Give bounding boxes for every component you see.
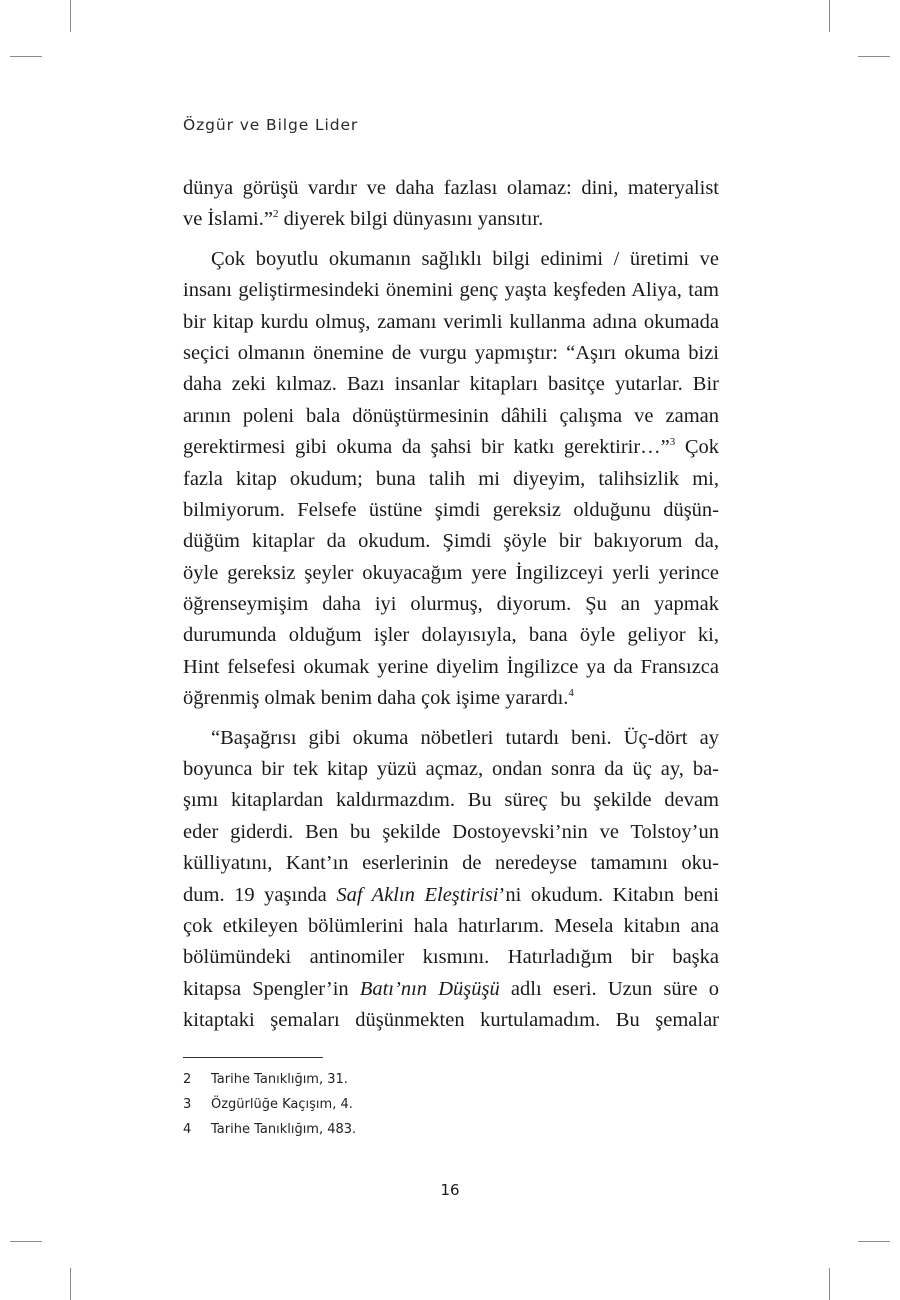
text-line: Çok boyutlu okumanın sağlıklı bilgi edinimi / üretimi ve — [211, 247, 719, 270]
footnote-ref[interactable]: 3 — [669, 436, 676, 449]
text-span: öğrenmiş olmak benim daha çok işime yarardı. — [183, 687, 569, 710]
text-line: kitaptaki şemaları düşünmekten kurtulamadım. Bu şemalar — [183, 1009, 719, 1032]
text-line: boyunca bir tek kitap yüzü açmaz, ondan sonra da üç ay, ba- — [183, 758, 719, 781]
text-span: adlı eseri. Uzun süre o — [499, 977, 720, 1000]
text-line: bir kitap kurdu olmuş, zamanı verimli kullanma adına okumada — [183, 310, 719, 333]
footnote-text: Tarihe Tanıklığım, 483. — [211, 1122, 357, 1137]
body-text — [183, 173, 719, 1037]
crop-mark — [829, 0, 830, 32]
footnote-number: 3 — [183, 1097, 192, 1112]
paragraph — [183, 173, 719, 236]
crop-mark — [10, 1241, 42, 1242]
text-line: külliyatını, Kant’ın eserlerinin de neredeyse tamamını oku- — [183, 852, 719, 875]
running-head: Özgür ve Bilge Lider — [183, 116, 359, 134]
text-span: gerektirmesi gibi okuma da şahsi bir katkı gerektirir…” — [183, 436, 670, 459]
text-line: seçici olmanın önemine de vurgu yapmıştır: “Aşırı okuma bizi — [183, 341, 719, 364]
footnote-text: Tarihe Tanıklığım, 31. — [211, 1072, 348, 1087]
text-line — [183, 432, 719, 463]
text-line: Hint felsefesi okumak yerine diyelim İngilizce ya da Fransızca — [183, 655, 719, 678]
text-line: bilmiyorum. Felsefe üstüne şimdi gereksiz olduğunu düşün- — [183, 498, 719, 521]
text-span: dum. 19 yaşında — [183, 883, 337, 906]
footnote-ref[interactable]: 4 — [568, 687, 574, 700]
footnote-number: 2 — [183, 1072, 192, 1087]
footnotes — [183, 1067, 356, 1142]
footnote — [183, 1067, 356, 1092]
footnote-text: Özgürlüğe Kaçışım, 4. — [211, 1097, 353, 1112]
text-span: ’ni okudum. Kitabın beni — [498, 883, 719, 906]
footnote — [183, 1092, 356, 1117]
text-line: şımı kitaplardan kaldırmazdım. Bu süreç bu şekilde devam — [183, 789, 719, 812]
text-line: dünya görüşü vardır ve daha fazlası olamaz: dini, materyalist — [183, 177, 719, 199]
text-line — [183, 880, 719, 911]
paragraph — [183, 723, 719, 1037]
crop-mark — [10, 56, 42, 57]
crop-mark — [858, 56, 890, 57]
text-span: kitapsa Spengler’in — [183, 977, 360, 1000]
text-line — [183, 683, 719, 714]
footnote — [183, 1117, 356, 1142]
paragraph — [183, 244, 719, 715]
crop-mark — [858, 1241, 890, 1242]
book-title: Batı’nın Düşüşü — [359, 977, 500, 1000]
text-span: diyerek bilgi dünyasını yansıtır. — [278, 208, 544, 231]
footnote-separator — [183, 1057, 323, 1058]
footnote-ref[interactable]: 2 — [272, 208, 279, 221]
crop-mark — [70, 1268, 71, 1300]
crop-mark — [829, 1268, 830, 1300]
page-number: 16 — [440, 1181, 460, 1199]
text-line: durumunda olduğum işler dolayısıyla, bana öyle geliyor ki, — [183, 624, 719, 647]
text-line: “Başağrısı gibi okuma nöbetleri tutardı beni. Üç-dört ay — [211, 726, 719, 749]
text-line: çok etkileyen bölümlerini hala hatırlarım. Mesela kitabın ana — [183, 914, 719, 937]
text-line: daha zeki kılmaz. Bazı insanlar kitapları basitçe yutarlar. Bir — [183, 373, 719, 396]
text-line: düğüm kitaplar da okudum. Şimdi şöyle bir bakıyorum da, — [183, 530, 719, 553]
text-span: Çok — [675, 436, 719, 459]
text-span: ve İslami.” — [183, 208, 273, 231]
text-line: öğrenseymişim daha iyi olurmuş, diyorum. Şu an yapmak — [183, 593, 719, 616]
text-line: bölümündeki antinomiler kısmını. Hatırladığım bir başka — [183, 946, 719, 969]
text-line: öyle gereksiz şeyler okuyacağım yere İngilizceyi yerli yerince — [183, 561, 719, 584]
text-line — [183, 204, 719, 235]
text-line: arının poleni bala dönüştürmesinin dâhili çalışma ve zaman — [183, 404, 719, 427]
crop-mark — [70, 0, 71, 32]
book-title: Saf Aklın Eleştirisi — [336, 883, 499, 906]
text-line — [183, 974, 719, 1005]
text-line: insanı geliştirmesindeki önemini genç yaşta keşfeden Aliya, tam — [183, 279, 719, 302]
text-line: fazla kitap okudum; buna talih mi diyeyim, talihsizlik mi, — [183, 467, 719, 490]
footnote-number: 4 — [183, 1122, 192, 1137]
text-line: eder giderdi. Ben bu şekilde Dostoyevski’nin ve Tolstoy’un — [183, 820, 719, 843]
